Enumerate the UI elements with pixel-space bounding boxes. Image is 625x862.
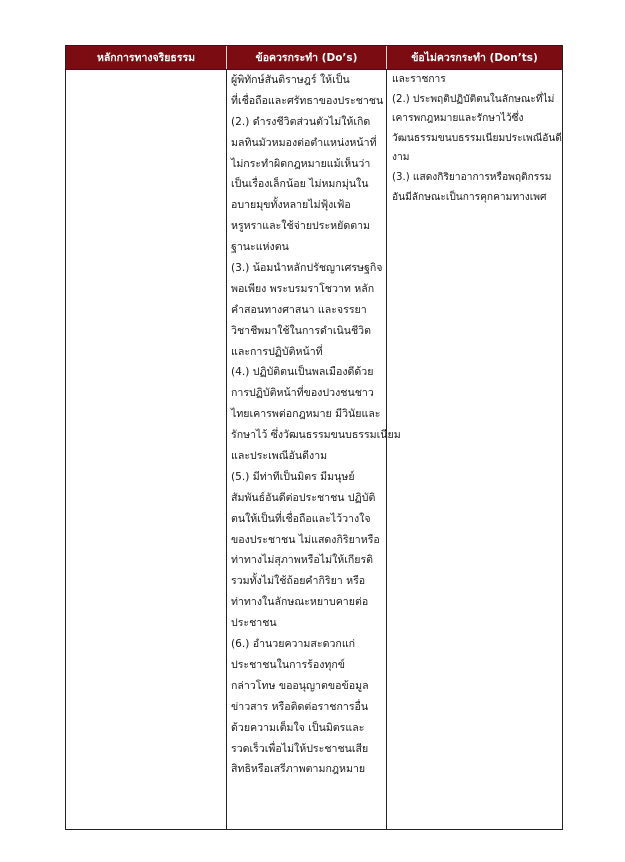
dos-text-line: (4.) ปฏิบัติตนเป็นพลเมืองดีด้วย — [231, 366, 374, 379]
dos-text-line: สิทธิหรือเสรีภาพตามกฎหมาย — [231, 763, 366, 776]
dos-text-line: ข่าวสาร หรือติดต่อราชการอื่น — [231, 700, 369, 713]
donts-cell — [387, 70, 562, 830]
dos-text-line: พอเพียง พระบรมราโชวาท หลัก — [231, 282, 375, 295]
dos-text-line: การปฏิบัติหน้าที่ของปวงชนชาว — [231, 387, 374, 400]
principle-cell — [66, 70, 227, 830]
dos-text-line: ฐานะแห่งตน — [231, 241, 289, 254]
donts-text-line: วัฒนธรรมขนบธรรมเนียมประเพณีอันดี — [392, 132, 562, 144]
dos-text-line: (6.) อำนวยความสะดวกแก่ — [231, 638, 356, 651]
dos-text-line: กล่าวโทษ ขออนุญาตขอข้อมูล — [231, 679, 369, 692]
donts-text-line: (2.) ประพฤติปฏิบัติตนในลักษณะที่ไม่ — [392, 93, 555, 105]
dos-text-line: ของประชาชน ไม่แสดงกิริยาหรือ — [231, 533, 380, 546]
dos-text-line: ท่าทางไม่สุภาพหรือไม่ให้เกียรติ — [231, 554, 374, 567]
dos-text-line: ที่เชื่อถือและศรัทธาของประชาชน — [231, 94, 384, 107]
donts-text-line: เคารพกฎหมายและรักษาไว้ซึ่ง — [392, 113, 524, 125]
dos-text-line: ประชาชน — [231, 617, 277, 630]
donts-text-line: อันมีลักษณะเป็นการคุกคามทางเพศ — [392, 191, 547, 203]
dos-text-line: รักษาไว้ ซึ่งวัฒนธรรมขนบธรรมเนียม — [231, 429, 401, 442]
table-row — [66, 69, 562, 830]
donts-text-line: (3.) แสดงกิริยาอาการหรือพฤติกรรม — [392, 171, 552, 183]
dos-text-line: ประชาชนในการร้องทุกข์ — [231, 658, 346, 671]
dos-text-line: ไม่กระทำผิดกฎหมายแม้เห็นว่า — [231, 157, 371, 170]
dos-text-line: รวดเร็วเพื่อไม่ให้ประชาชนเสีย — [231, 742, 369, 755]
dos-text-line: ท่าทางในลักษณะหยาบคายต่อ — [231, 596, 369, 609]
dos-text-line: และการปฏิบัติหน้าที่ — [231, 345, 323, 358]
dos-text-line: อบายมุขทั้งหลายไม่ฟุ้งเฟ้อ — [231, 199, 351, 212]
dos-text-line: ผู้พิทักษ์สันติราษฎร์ ให้เป็น — [231, 74, 350, 86]
dos-text-line: คำสอนทางศาสนา และจรรยา — [231, 303, 367, 316]
dos-text-line: ตนให้เป็นที่เชื่อถือและไว้วางใจ — [231, 512, 371, 525]
dos-text-line: หรูหราและใช้จ่ายประหยัดตาม — [231, 220, 371, 233]
donts-text-line: งาม — [392, 152, 410, 164]
dos-cell — [227, 70, 401, 830]
header-dos: ข้อควรกระทำ (Do’s) — [227, 46, 387, 69]
dos-text-line: มลทินมัวหมองต่อตำแหน่งหน้าที่ — [231, 136, 377, 149]
header-donts: ข้อไม่ควรกระทำ (Don’ts) — [411, 52, 538, 64]
donts-text-line: และราชการ — [392, 74, 446, 85]
dos-text-line: ด้วยความเต็มใจ เป็นมิตรและ — [231, 721, 365, 734]
dos-text-line: ไทยเคารพต่อกฎหมาย มีวินัยและ — [231, 408, 381, 421]
dos-text-line: (5.) มีท่าทีเป็นมิตร มีมนุษย์ — [231, 470, 355, 483]
dos-text-line: เป็นเรื่องเล็กน้อย ไม่หมกมุ่นใน — [231, 178, 369, 191]
dos-text-line: และประเพณีอันดีงาม — [231, 450, 328, 463]
dos-text-line: สัมพันธ์อันดีต่อประชาชน ปฏิบัติ — [231, 491, 376, 504]
dos-text-line: (3.) น้อมนำหลักปรัชญาเศรษฐกิจ — [231, 262, 383, 275]
ethics-table — [65, 45, 563, 830]
dos-text-line: วิชาชีพมาใช้ในการดำเนินชีวิต — [231, 324, 371, 337]
dos-text-line: (2.) ดำรงชีวิตส่วนตัวไม่ให้เกิด — [231, 115, 371, 128]
table-header — [66, 46, 562, 69]
header-principle: หลักการทางจริยธรรม — [66, 46, 227, 69]
dos-text-line: รวมทั้งไม่ใช้ถ้อยคำกิริยา หรือ — [231, 575, 366, 588]
